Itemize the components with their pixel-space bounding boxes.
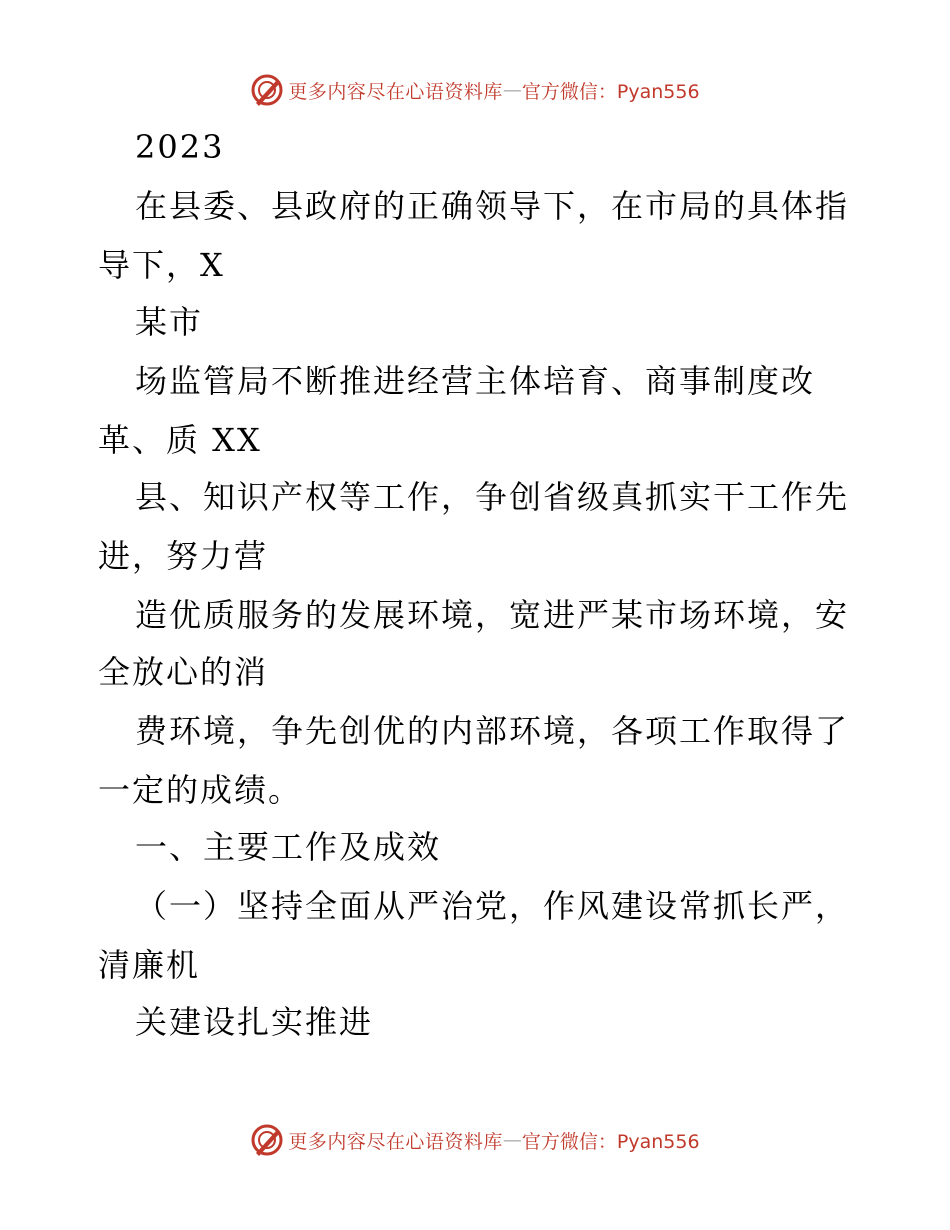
doc-line: 县、知识产权等工作，争创省级真抓实干工作先 [135,478,850,516]
header-watermark [0,70,950,110]
pen-logo-icon [250,1123,284,1157]
doc-line: 革、质 XX [98,421,262,459]
footer-watermark [0,1120,950,1160]
watermark-separator: — [502,1129,522,1151]
doc-line: 在县委、县政府的正确领导下，在市局的具体指 [135,187,850,225]
watermark-site-text: 更多内容尽在心语资料库 [288,1130,503,1153]
watermark-site-text: 更多内容尽在心语资料库 [288,80,503,103]
doc-line: 清廉机 [98,946,201,984]
doc-line: 造优质服务的发展环境，宽进严某市场环境，安 [135,596,850,634]
doc-line: 某市 [135,303,204,341]
section-heading: 一、主要工作及成效 [135,828,442,866]
doc-line-year: 2023 [135,128,225,166]
watermark-wechat-text: 官方微信：Pyan556 [521,80,700,103]
doc-line: 一定的成绩。 [98,771,303,809]
pen-logo-icon [250,73,284,107]
doc-line: 场监管局不断推进经营主体培育、商事制度改 [135,362,816,400]
doc-line: 进，努力营 [98,537,269,575]
doc-line: 费环境，争先创优的内部环境，各项工作取得了 [135,712,850,750]
doc-line: 关建设扎实推进 [135,1003,374,1041]
watermark-wechat-text: 官方微信：Pyan556 [521,1130,700,1153]
doc-line: 全放心的消 [98,653,269,691]
doc-line: 导下，X [98,246,225,284]
subsection-heading: （一）坚持全面从严治党，作风建设常抓长严， [135,887,850,925]
watermark-separator: — [502,79,522,101]
